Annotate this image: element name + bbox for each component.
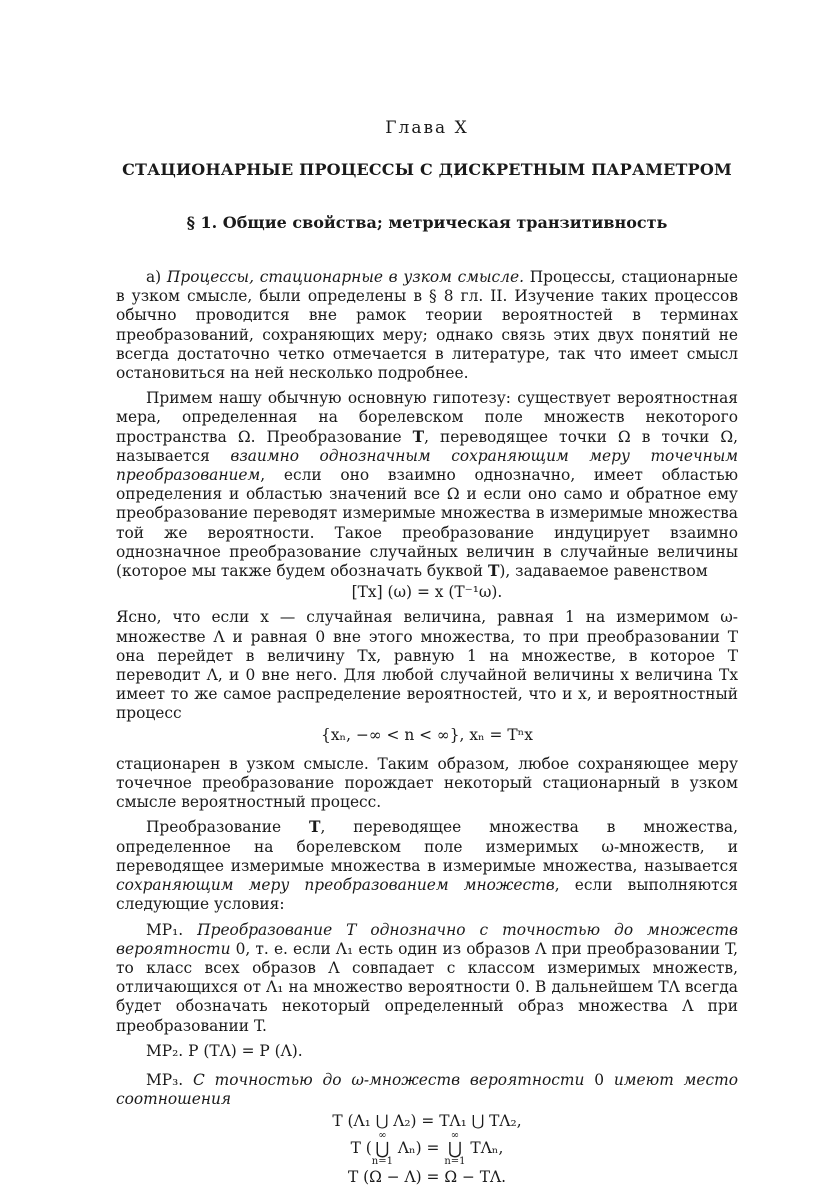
paragraph-set-transform: Преобразование T, переводящее множества в множества, определенное на борелевском поле измеримых ω-множеств, и переводящее измеримые множества в измеримые множества, называется сохраняющим меру преобразованием множеств, если выполняются следующие условия: bbox=[116, 818, 738, 914]
paragraph-random-variable: Ясно, что если x — случайная величина, равная 1 на измеримом ω-множестве Λ и равная 0 вне этого множества, то при преобразовании T она перейдет в величину Tx, равную 1 на множестве, в которое T переводит Λ, и 0 вне него. Для любой случайной величины x величина Tx имеет то же самое распределение вероятностей, что и x, и вероятностный процесс bbox=[116, 608, 738, 723]
big-union-symbol: ∞ ⋃ n=1 bbox=[371, 1130, 393, 1168]
big-union-symbol: ∞ ⋃ n=1 bbox=[444, 1130, 466, 1168]
section-heading: § 1. Общие свойства; метрическая транзитивность bbox=[186, 213, 668, 232]
formula-transform: [Tx] (ω) = x (T⁻¹ω). bbox=[351, 583, 503, 602]
chapter-title: СТАЦИОНАРНЫЕ ПРОЦЕССЫ С ДИСКРЕТНЫМ ПАРАМЕТРОМ bbox=[122, 160, 732, 179]
formula-process: {xₙ, −∞ < n < ∞}, xₙ = Tⁿx bbox=[321, 725, 533, 744]
formula-union-infinite: T ( ∞ ⋃ n=1 Λₙ) = ∞ ⋃ n=1 TΛₙ, bbox=[350, 1130, 504, 1168]
condition-mp2: MP₂. P (TΛ) = P (Λ). bbox=[146, 1041, 303, 1060]
formula-set-relations bbox=[116, 1111, 738, 1187]
formula-union-two: T (Λ₁ ⋃ Λ₂) = TΛ₁ ⋃ TΛ₂, bbox=[332, 1112, 522, 1131]
body-text bbox=[116, 268, 738, 1187]
book-page bbox=[116, 118, 738, 1187]
paragraph-stationary: стационарен в узком смысле. Таким образом, любое сохраняющее меру точечное преобразование порождает некоторый стационарный в узком смысле вероятностный процесс. bbox=[116, 754, 738, 812]
chapter-heading: Глава X bbox=[385, 118, 469, 138]
paragraph-a: а) Процессы, стационарные в узком смысле. Процессы, стационарные в узком смысле, были определены в § 8 гл. II. Изучение таких процессов обычно проводится вне рамок теории вероятностей в терминах преобразований, сохраняющих меру; однако связь этих двух понятий не всегда достаточно четко отмечается в литературе, так что имеет смысл остановиться на ней несколько подробнее. bbox=[116, 268, 739, 383]
condition-mp3: MP₃. С точностью до ω-множеств вероятности 0 имеют место соотношения bbox=[116, 1070, 738, 1109]
formula-complement: T (Ω − Λ) = Ω − TΛ. bbox=[347, 1168, 507, 1187]
condition-mp1: MP₁. Преобразование T однозначно с точностью до множеств вероятности 0, т. е. если Λ₁ есть один из образов Λ при преобразовании T, то класс всех образов Λ совпадает с классом измеримых множеств, отличающихся от Λ₁ на множество вероятности 0. В дальнейшем TΛ всегда будет обозначать некоторый определенный образ множества Λ при преобразовании T. bbox=[116, 920, 738, 1035]
paragraph-hypothesis: Примем нашу обычную основную гипотезу: существует вероятностная мера, определенная на борелевском поле множеств некоторого пространства Ω. Преобразование T, переводящее точки Ω в точки Ω, называется взаимно однозначным сохраняющим меру точечным преобразованием, если оно взаимно однозначно, имеет областью определения и областью значений все Ω и если оно само и обратное ему преобразование переводят измеримые множества в измеримые множества той же вероятности. Такое преобразование индуцирует взаимно однозначное преобразование случайных величин в случайные величины (которое мы также будем обозначать буквой T), задаваемое равенством bbox=[116, 389, 739, 581]
